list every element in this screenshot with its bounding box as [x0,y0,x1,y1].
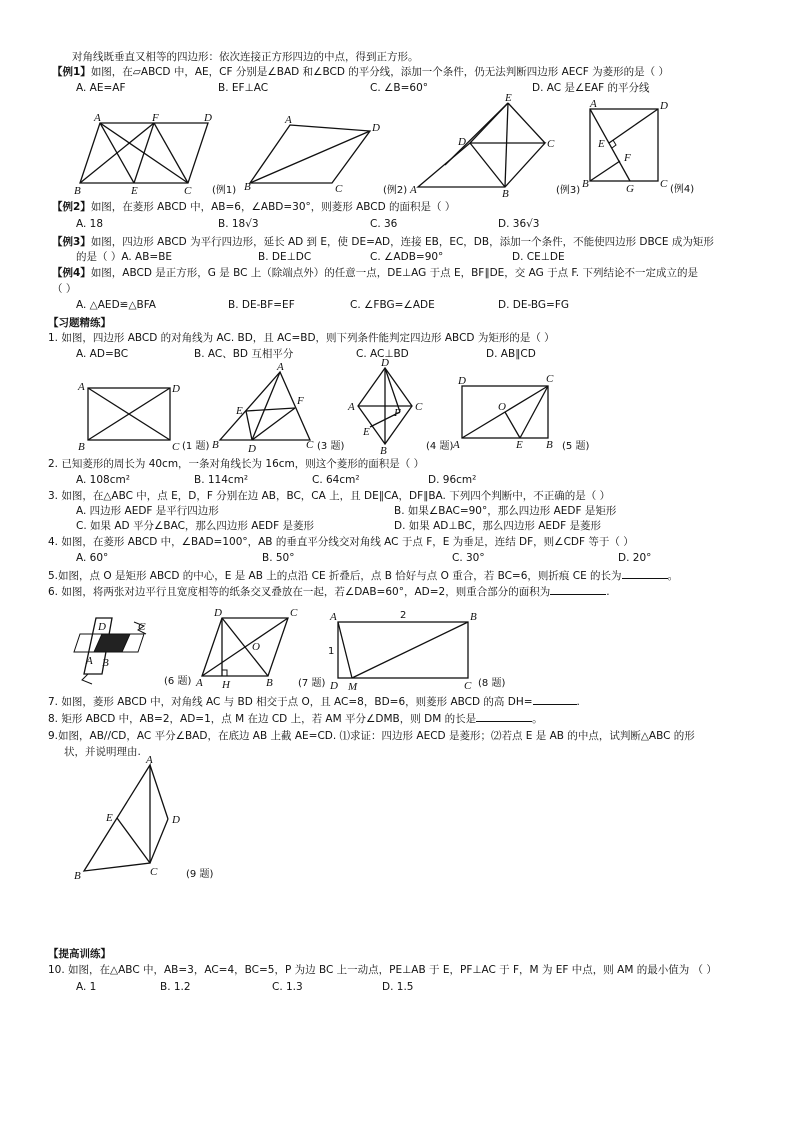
svg-text:A: A [348,401,355,413]
caption-example-4: (例4) [670,184,695,195]
svg-text:A: A [590,98,597,110]
question-7-answer-blank[interactable] [533,694,577,705]
question-10-option-c: C. 1.3 [272,981,303,993]
svg-text:D: D [204,112,212,124]
example-2-text: 如图，在菱形 ABCD 中，AB=6，∠ABD=30°，则菱形 ABCD 的面积是（ ） [90,201,456,213]
svg-text:B: B [212,439,219,451]
svg-text:E: E [363,426,370,438]
svg-text:A: A [94,112,101,124]
example-4-tag: 【例4】 [52,267,91,279]
question-2-option-c: C. 64cm² [312,474,360,486]
caption-question-6: (6 题) [164,676,192,687]
question-6-end: . [606,586,610,598]
svg-text:C: C [138,621,146,633]
figure-example-4 [582,98,694,195]
example-1-option-d: D. AC 是∠EAF 的平分线 [532,82,650,94]
svg-text:B: B [380,445,387,457]
svg-text:A: A [285,114,292,126]
svg-text:A: A [330,611,337,623]
svg-text:O: O [498,401,506,413]
caption-question-7: (7 题) [298,678,326,689]
question-10-option-b: B. 1.2 [160,981,191,993]
example-4-stem [52,267,698,280]
svg-text:C: C [547,138,555,150]
svg-text:C: C [660,178,668,190]
example-2-option-a: A. 18 [76,218,104,230]
question-2-text: 2. 已知菱形的周长为 40cm，一条对角线长为 16cm，则这个菱形的面积是（ ） [48,458,425,470]
practice-section-title: 【习题精练】 [48,317,111,329]
question-7-text: 7. 如图，菱形 ABCD 中，对角线 AC 与 BD 相交于点 O，且 AC=8，BD=6，则菱形 ABCD 的高 DH= [48,696,533,708]
question-9-text: 9.如图，AB//CD，AC 平分∠BAD，在底边 AB 上截 AE=CD. ⑴求证：四边形 AECD 是菱形；⑵若点 E 是 AB 的中点，试判断△ABC 的形 [48,730,695,742]
svg-text:B: B [266,677,273,689]
example-2-stem [52,201,455,214]
svg-text:F: F [152,112,159,124]
svg-text:D: D [660,100,668,112]
question-2-option-a: A. 108cm² [76,474,130,486]
example-1-stem [52,66,669,79]
example-1-option-a: A. AE=AF [76,82,126,94]
svg-text:A: A [277,361,284,373]
question-5-stem [48,568,678,583]
example-3-option-c: C. ∠ADB=90° [370,251,444,263]
figure-question-4 [347,357,453,457]
caption-question-9: (9 题) [186,869,214,880]
caption-question-4: (4 题) [426,441,454,452]
svg-text:A: A [146,754,153,766]
advanced-section-title: 【提高训练】 [48,948,111,960]
svg-text:C: C [464,680,472,692]
caption-question-8: (8 题) [478,678,506,689]
svg-text:A: A [78,381,85,393]
svg-text:D: D [458,136,466,148]
svg-text:A: A [453,439,460,451]
question-6-stem [48,584,610,599]
example-4-option-a: A. △AED≌△BFA [76,299,156,311]
svg-text:A: A [410,184,417,196]
svg-text:F: F [297,395,304,407]
question-2-option-d: D. 96cm² [428,474,477,486]
question-7-stem [48,694,580,709]
figure-question-3 [212,361,344,455]
question-10-option-a: A. 1 [76,981,97,993]
svg-text:B: B [244,181,251,193]
example-1-tag: 【例1】 [52,66,91,78]
svg-text:E: E [505,92,512,104]
svg-text:B: B [102,657,109,669]
example-3-tag: 【例3】 [52,236,91,248]
example-4-text-line2: （ ） [52,283,77,295]
svg-text:A: A [196,677,203,689]
question-7-end: . [576,696,580,708]
svg-text:D: D [98,621,106,633]
svg-text:C: C [335,183,343,195]
svg-text:H: H [222,679,230,691]
svg-text:D: D [330,680,338,692]
question-4-option-c: C. 30° [452,552,485,564]
svg-text:F: F [624,152,631,164]
figure-question-1 [77,381,209,453]
question-3-text: 3. 如图，在△ABC 中，点 E，D，F 分别在边 AB，BC，CA 上，且 DE∥CA，DF∥BA. 下列四个判断中，不正确的是（ ） [48,490,611,502]
svg-text:D: D [458,375,466,387]
question-10-text: 10. 如图，在△ABC 中，AB=3，AC=4，BC=5，P 为边 BC 上一动点，PE⊥AB 于 E，PF⊥AC 于 F，M 为 EF 中点，则 AM 的最小值为 （ ） [48,964,717,976]
question-4-option-d: D. 20° [618,552,652,564]
example-3-option-d: D. CE⊥DE [512,251,565,263]
svg-text:G: G [626,183,634,195]
svg-text:D: D [248,443,256,455]
figure-question-9 [70,755,240,885]
question-1-text: 1. 如图，四边形 ABCD 的对角线为 AC. BD，且 AC=BD，则下列条件能判定四边形 ABCD 为矩形的是（ ） [48,332,555,344]
figure-example-2 [244,114,407,196]
figure-question-6 [74,618,191,687]
example-4-option-c: C. ∠FBG=∠ADE [350,299,435,311]
svg-text:D: D [381,357,389,369]
caption-question-1: (1 题) [182,441,210,452]
example-3-text: 如图，四边形 ABCD 为平行四边形，延长 AD 到 E，使 DE=AD，连接 EB，EC，DB，添加一个条件，不能使四边形 DBCE 成为矩形 [90,236,714,248]
question-3-option-b: B. 如果∠BAC=90°，那么四边形 AEDF 是矩形 [394,505,617,517]
question-8-text: 8. 矩形 ABCD 中，AB=2，AD=1，点 M 在边 CD 上，若 AM 平分∠DMB，则 DM 的长是 [48,713,477,725]
figure-row-1 [60,92,740,200]
svg-text:B: B [582,178,589,190]
svg-text:D: D [214,607,222,619]
example-1-option-c: C. ∠B=60° [370,82,429,94]
caption-example-3: (例3) [556,185,581,196]
example-4-option-b: B. DE-BF=EF [228,299,295,311]
svg-text:M: M [348,681,358,693]
question-2-option-b: B. 114cm² [194,474,249,486]
example-1-text: 如图，在▱ABCD 中，AE，CF 分别是∠BAD 和∠BCD 的平分线，添加一个条件，仍无法判断四边形 AECF 为菱形的是（ ） [90,66,669,78]
question-4-option-a: A. 60° [76,552,109,564]
intro-text: 对角线既垂直又相等的四边形：依次连接正方形四边的中点，得到正方形。 [72,51,419,63]
example-2-option-b: B. 18√3 [218,218,259,230]
svg-text:O: O [252,641,260,653]
svg-text:A: A [86,655,93,667]
svg-text:B: B [74,185,81,197]
question-3-option-a: A. 四边形 AEDF 是平行四边形 [76,505,219,517]
question-6-text: 6. 如图，将两张对边平行且宽度相等的纸条交叉叠放在一起，若∠DAB=60°，AD=2，则重合部分的面积为 [48,586,551,598]
example-4-text: 如图，ABCD 是正方形，G 是 BC 上（除端点外）的任意一点，DE⊥AG 于点 E，BF∥DE，交 AG 于点 F. 下列结论不一定成立的是 [90,267,698,279]
svg-text:E: E [106,812,113,824]
svg-text:B: B [78,441,85,453]
svg-text:C: C [415,401,423,413]
question-1-option-a: A. AD=BC [76,348,129,360]
svg-text:E: E [131,185,138,197]
question-6-answer-blank[interactable] [550,584,606,595]
svg-text:B: B [470,611,477,623]
svg-text:D: D [172,814,180,826]
figure-question-7 [195,607,325,691]
example-4-option-d: D. DE-BG=FG [498,299,570,311]
svg-text:C: C [172,441,180,453]
question-5-answer-blank[interactable] [622,568,668,579]
svg-text:B: B [74,870,81,882]
example-3-option-b: B. DE⊥DC [258,251,312,263]
example-3-text-line2: 的是（ ）A. AB=BE [76,251,173,263]
figure-question-5 [452,373,589,452]
svg-text:C: C [290,607,298,619]
question-5-end: 。 [667,570,679,582]
svg-text:C: C [546,373,554,385]
question-8-end: 。 [532,713,543,725]
svg-text:D: D [372,122,380,134]
question-8-stem [48,711,543,726]
figure-row-2 [70,357,710,457]
svg-text:E: E [516,439,523,451]
question-4-option-b: B. 50° [262,552,295,564]
svg-text:C: C [306,439,314,451]
svg-text:C: C [150,866,158,878]
example-2-tag: 【例2】 [52,201,91,213]
svg-text:B: B [502,188,509,200]
caption-example-2: (例2) [383,185,408,196]
caption-question-3: (3 题) [317,441,345,452]
svg-text:E: E [236,405,243,417]
figure-example-1 [74,112,236,197]
figure-question-8 [328,610,505,693]
example-2-option-d: D. 36√3 [498,218,540,230]
question-9-text-line2: 状，并说明理由. [64,746,141,758]
question-1-option-b: B. AC、BD 互相平分 [194,348,294,360]
question-8-answer-blank[interactable] [476,711,532,722]
question-10-option-d: D. 1.5 [382,981,414,993]
figure-row-3 [72,600,532,695]
svg-text:F: F [394,407,401,419]
example-2-option-c: C. 36 [370,218,398,230]
svg-text:B: B [546,439,553,451]
question-5-text: 5.如图，点 O 是矩形 ABCD 的中心，E 是 AB 上的点沿 CE 折叠后，点 B 恰好与点 O 重合，若 BC=6，则折痕 CE 的长为 [48,570,622,582]
svg-text:E: E [598,138,605,150]
example-3-stem [52,236,714,249]
question-3-option-d: D. 如果 AD⊥BC，那么四边形 AEDF 是菱形 [394,520,601,532]
example-1-option-b: B. EF⊥AC [218,82,269,94]
caption-question-5: (5 题) [562,441,590,452]
svg-text:D: D [172,383,180,395]
question-1-option-c: C. AC⊥BD [356,348,409,360]
question-4-text: 4. 如图，在菱形 ABCD 中，∠BAD=100°，AB 的垂直平分线交对角线 AC 于点 F，E 为垂足，连结 DF，则∠CDF 等于（ ） [48,536,634,548]
figure-example-3 [409,92,580,200]
question-3-option-c: C. 如果 AD 平分∠BAC，那么四边形 AEDF 是菱形 [76,520,315,532]
svg-text:C: C [184,185,192,197]
figure-8-length-ad: 1 [328,646,335,657]
question-1-option-d: D. AB∥CD [486,348,536,360]
caption-example-1: (例1) [212,185,237,196]
figure-8-length-ab: 2 [400,610,407,621]
